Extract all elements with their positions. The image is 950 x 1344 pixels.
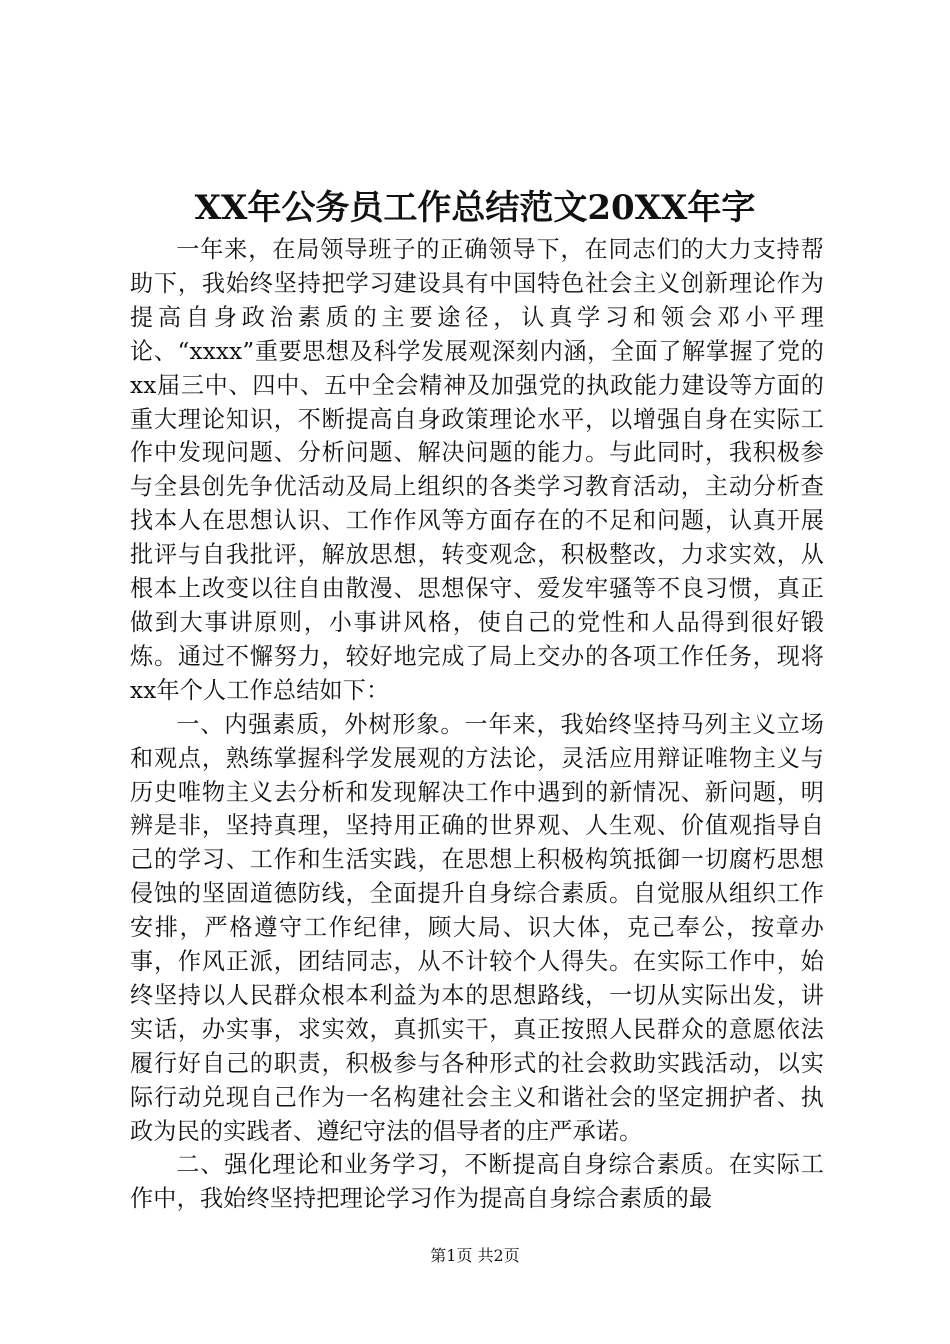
paragraph-section-one: 一、内强素质，外树形象。一年来，我始终坚持马列主义立场和观点，熟练掌握科学发展观的方法论，灵活应用辩证唯物主义与历史唯物主义去分析和发现解决工作中遇到的新情况、新问题，明辨是非，坚持真理，坚持用正确的世界观、人生观、价值观指导自己的学习、工作和生活实践，在思想上积极构筑抵御一切腐朽思想侵蚀的坚固道德防线，全面提升自身综合素质。自觉服从组织工作安排，严格遵守工作纪律，顾大局、识大体，克己奉公，按章办事，作风正派，团结同志，从不计较个人得失。在实际工作中，始终坚持以人民群众根本利益为本的思想路线，一切从实际出发，讲实话，办实事，求实效，真抓实干，真正按照人民群众的意愿依法履行好自己的职责，积极参与各种形式的社会救助实践活动，以实际行动兑现自己作为一名构建社会主义和谐社会的坚定拥护者、执政为民的实践者、遵纪守法的倡导者的庄严承诺。 <box>130 711 824 1145</box>
document-title: XX年公务员工作总结范文20XX年字 <box>194 188 756 228</box>
document-body <box>130 234 824 1217</box>
paragraph-section-two: 二、强化理论和业务学习，不断提高自身综合素质。在实际工作中，我始终坚持把理论学习作为提高自身综合素质的最 <box>130 1152 824 1213</box>
page-footer: 第1页 共2页 <box>430 1246 520 1265</box>
paragraph-intro: 一年来，在局领导班子的正确领导下，在同志们的大力支持帮助下，我始终坚持把学习建设具有中国特色社会主义创新理论作为提高自身政治素质的主要途径，认真学习和领会邓小平理论、“xxxx”重要思想及科学发展观深刻内涵，全面了解掌握了党的xx届三中、四中、五中全会精神及加强党的执政能力建设等方面的重大理论知识，不断提高自身政策理论水平，以增强自身在实际工作中发现问题、分析问题、解决问题的能力。与此同时，我积极参与全县创先争优活动及局上组织的各类学习教育活动，主动分析查找本人在思想认识、工作作风等方面存在的不足和问题，认真开展批评与自我批评，解放思想，转变观念，积极整改，力求实效，从根本上改变以往自由散漫、思想保守、爱发牢骚等不良习惯，真正做到大事讲原则，小事讲风格，使自己的党性和人品得到很好锻炼。通过不懈努力，较好地完成了局上交办的各项工作任务，现将xx年个人工作总结如下： <box>130 237 824 704</box>
